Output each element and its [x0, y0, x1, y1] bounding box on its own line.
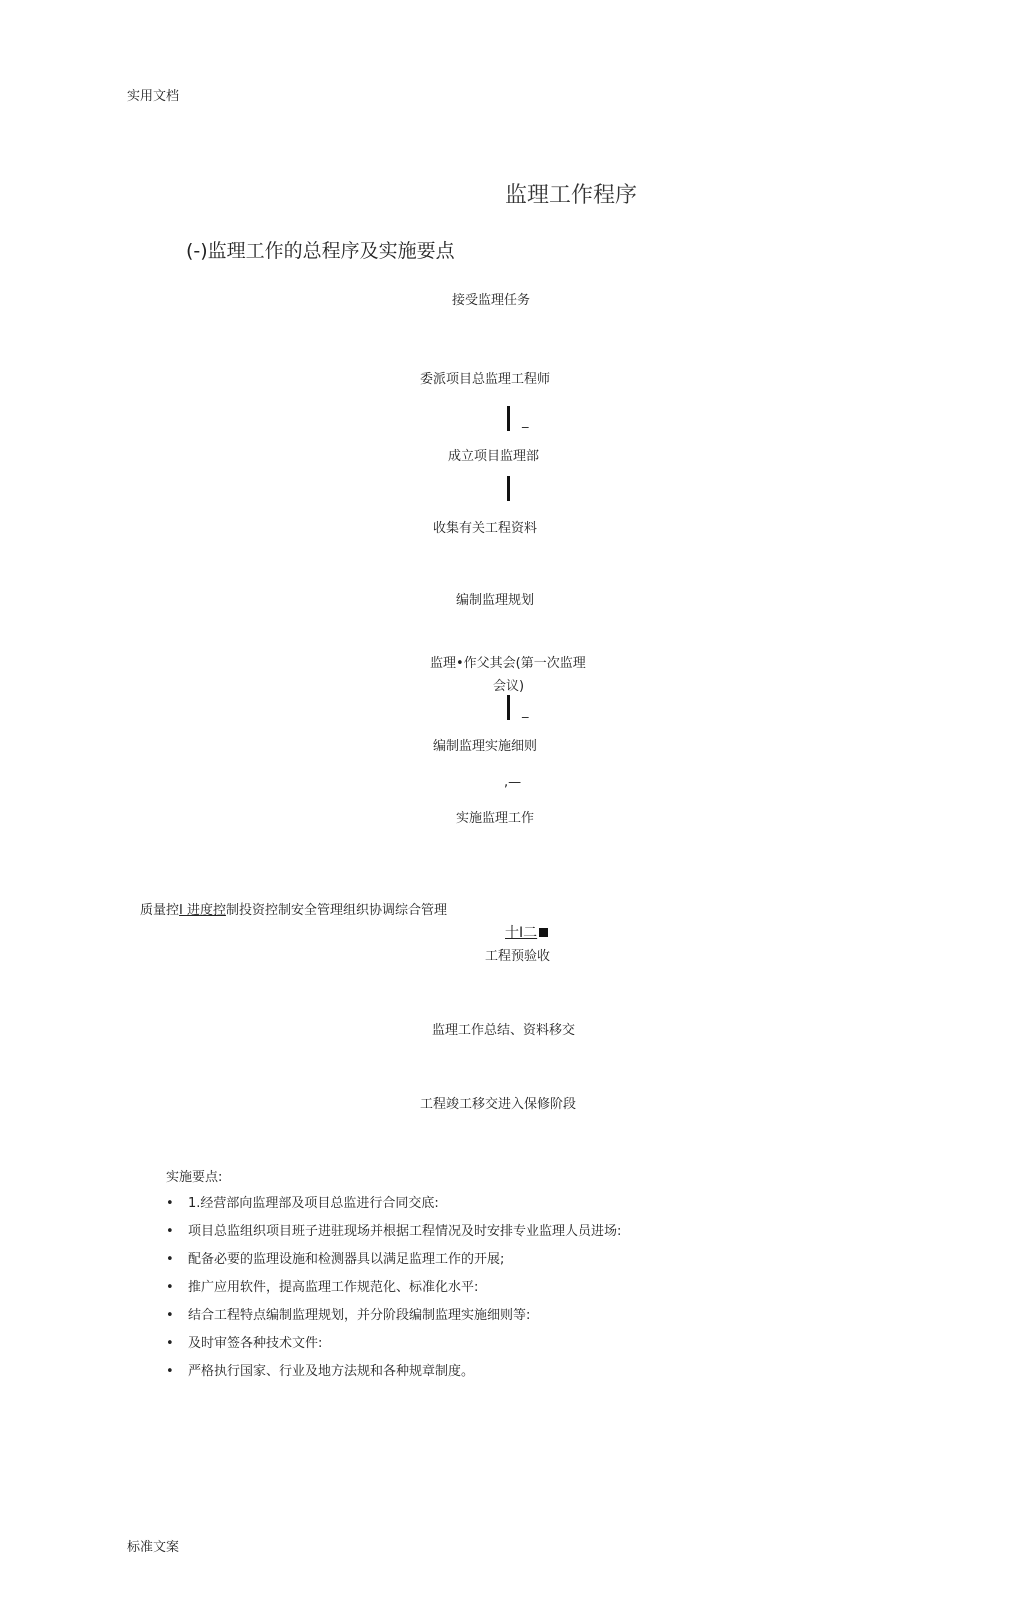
flow-step-implement: 实施监理工作: [456, 811, 535, 826]
document-title: 监理工作程序: [505, 183, 638, 208]
list-item-text: 推广应用软件，提高监理工作规范化、标准化水平:: [188, 1280, 479, 1295]
flow-step-detailed-rules: 编制监理实施细则: [433, 739, 538, 754]
bullet-icon: •: [166, 1252, 174, 1267]
list-item-text: 严格执行国家、行业及地方法规和各种规章制度。: [188, 1364, 475, 1379]
list-item-text: 1.经营部向监理部及项目总监进行合同交底:: [188, 1196, 439, 1211]
flow-step-appoint-chief: 委派项目总监理工程师: [420, 372, 551, 387]
bullet-icon: •: [166, 1196, 174, 1211]
bullet-icon: •: [166, 1224, 174, 1239]
list-item-text: 配备必要的监理设施和检测器具以满足监理工作的开展;: [188, 1252, 505, 1267]
page-header: 实用文档: [127, 89, 180, 104]
section-title: (-)监理工作的总程序及实施要点: [186, 240, 455, 262]
bullet-icon: •: [166, 1308, 174, 1323]
list-item-text: 结合工程特点编制监理规划，并分阶段编制监理实施细则等:: [188, 1308, 531, 1323]
bullet-icon: •: [166, 1280, 174, 1295]
flow-step-completion-warranty: 工程竣工移交进入保修阶段: [420, 1097, 577, 1112]
flow-connector: [507, 695, 510, 720]
flow-symbol-row: [505, 922, 548, 942]
flow-step-summary-handover: 监理工作总结、资料移交: [432, 1023, 576, 1038]
flow-step-planning: 编制监理规划: [456, 593, 535, 608]
key-points-heading: 实施要点:: [166, 1170, 223, 1185]
flow-dash-mark: _: [522, 704, 529, 719]
control-progress: I 进度控: [179, 903, 226, 918]
flow-step-accept-task: 接受监理任务: [452, 293, 531, 308]
list-item-text: 及时审签各种技术文件:: [188, 1336, 323, 1351]
flow-step-set-up-dept: 成立项目监理部: [448, 449, 540, 464]
page-footer: 标准文案: [127, 1540, 180, 1555]
flow-dash-mark: _: [522, 414, 529, 429]
bullet-icon: •: [166, 1336, 174, 1351]
flow-connector: [507, 476, 510, 501]
flow-control-row: [140, 899, 447, 918]
flow-step-first-meeting-cont: 会议): [493, 679, 525, 694]
flow-symbol-text: 十I二: [505, 925, 538, 941]
flow-step-first-meeting: 监理•作父其会(第一次监理: [430, 656, 586, 671]
bullet-icon: •: [166, 1364, 174, 1379]
flow-connector: [507, 406, 510, 431]
flow-step-pre-acceptance: 工程预验收: [485, 949, 551, 964]
black-square-icon: [539, 928, 548, 937]
list-item-text: 项目总监组织项目班子进驻现场并根据工程情况及时安排专业监理人员进场:: [188, 1224, 622, 1239]
control-quality: 质量控: [140, 903, 180, 918]
control-other: 制投资控制安全管理组织协调综合管理: [225, 903, 447, 918]
flow-tick-mark: ,—: [504, 775, 522, 790]
flow-step-collect-data: 收集有关工程资料: [433, 521, 538, 536]
